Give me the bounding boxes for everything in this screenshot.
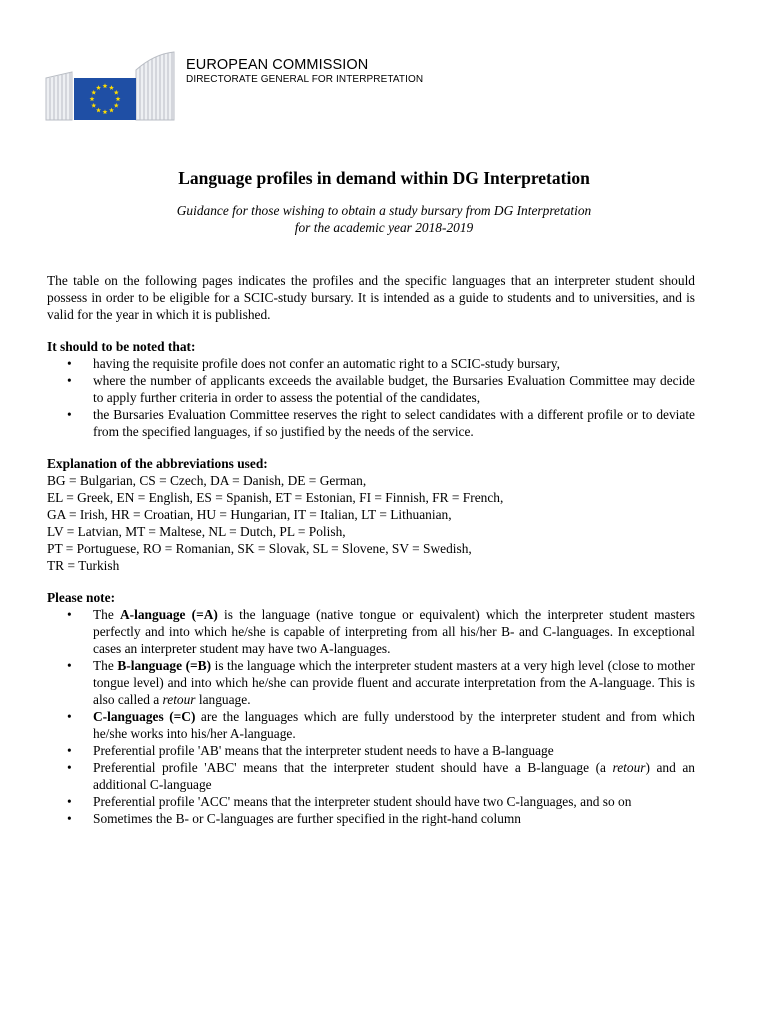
eu-commission-logo-icon: [44, 50, 176, 124]
abbreviations-section: [47, 455, 695, 574]
notes-list: [47, 355, 695, 440]
abbreviation-line: EL = Greek, EN = English, ES = Spanish, ET = Estonian, FI = Finnish, FR = French,: [47, 490, 504, 505]
abbreviation-line: LV = Latvian, MT = Maltese, NL = Dutch, PL = Polish,: [47, 524, 346, 539]
bullet-icon: •: [67, 794, 72, 809]
notes-heading: It should to be noted that:: [47, 339, 196, 354]
please-note-list: [47, 606, 695, 827]
bullet-icon: •: [67, 709, 72, 724]
bullet-icon: •: [67, 607, 72, 622]
bullet-icon: •: [67, 407, 72, 422]
list-item: • where the number of applicants exceeds the available budget, the Bursaries Evaluation Committee may decide to apply further criteria in order to assess the potential of the candidates,: [67, 373, 695, 405]
abbreviation-line: PT = Portuguese, RO = Romanian, SK = Slovak, SL = Slovene, SV = Swedish,: [47, 541, 472, 556]
list-item: • Preferential profile 'ABC' means that the interpreter student should have a B-language (a retour) and an additional C-language: [67, 760, 695, 792]
list-item: • C-languages (=C) are the languages which are fully understood by the interpreter student and from which he/she works into his/her A-language.: [67, 709, 696, 741]
organization-name: EUROPEAN COMMISSION: [186, 57, 369, 73]
directorate-name: DIRECTORATE GENERAL FOR INTERPRETATION: [186, 74, 424, 85]
notes-section: [47, 338, 695, 440]
list-item: • The A-language (=A) is the language (native tongue or equivalent) which the interpreter student masters perfectly and into which he/she is capable of interpreting from all his/her B- and C-languages. In exceptional cases an interpreter student may have two A-languages.: [67, 607, 696, 656]
list-item: • the Bursaries Evaluation Committee reserves the right to select candidates with a different profile or to deviate from the specified languages, if so justified by the needs of the service.: [67, 407, 695, 439]
organization-header: [186, 57, 423, 86]
document-title: Language profiles in demand within DG Interpretation: [178, 168, 590, 188]
list-item: • Sometimes the B- or C-languages are further specified in the right-hand column: [67, 811, 522, 826]
subtitle-line-1: Guidance for those wishing to obtain a study bursary from DG Interpretation: [176, 203, 592, 218]
subtitle-line-2: for the academic year 2018-2019: [294, 220, 474, 235]
list-item: • having the requisite profile does not confer an automatic right to a SCIC-study bursary,: [67, 356, 560, 371]
abbreviation-line: GA = Irish, HR = Croatian, HU = Hungarian, IT = Italian, LT = Lithuanian,: [47, 507, 452, 522]
please-note-section: [47, 589, 695, 827]
bullet-icon: •: [67, 811, 72, 826]
abbreviations-heading: Explanation of the abbreviations used:: [47, 456, 268, 471]
document-subtitle: [0, 202, 768, 236]
document-body: [47, 272, 695, 827]
bullet-icon: •: [67, 356, 72, 371]
list-item: • Preferential profile 'AB' means that the interpreter student needs to have a B-language: [67, 743, 554, 758]
abbreviation-line: TR = Turkish: [47, 558, 120, 573]
list-item: • Preferential profile 'ACC' means that the interpreter student should have two C-languages, and so on: [67, 794, 632, 809]
please-note-heading: Please note:: [47, 590, 116, 605]
list-item: • The B-language (=B) is the language which the interpreter student masters at a very high level (close to mother tongue level) and into which he/she can provide fluent and accurate interpretation from the A-language. This is also called a retour language.: [67, 658, 695, 707]
bullet-icon: •: [67, 658, 72, 673]
intro-paragraph: The table on the following pages indicates the profiles and the specific languages that an interpreter student should possess in order to be eligible for a SCIC-study bursary. It is intended as a guide to students and to universities, and is valid for the year in which it is published.: [47, 273, 695, 322]
abbreviation-line: BG = Bulgarian, CS = Czech, DA = Danish, DE = German,: [47, 473, 367, 488]
bullet-icon: •: [67, 373, 72, 388]
bullet-icon: •: [67, 743, 72, 758]
bullet-icon: •: [67, 760, 72, 775]
